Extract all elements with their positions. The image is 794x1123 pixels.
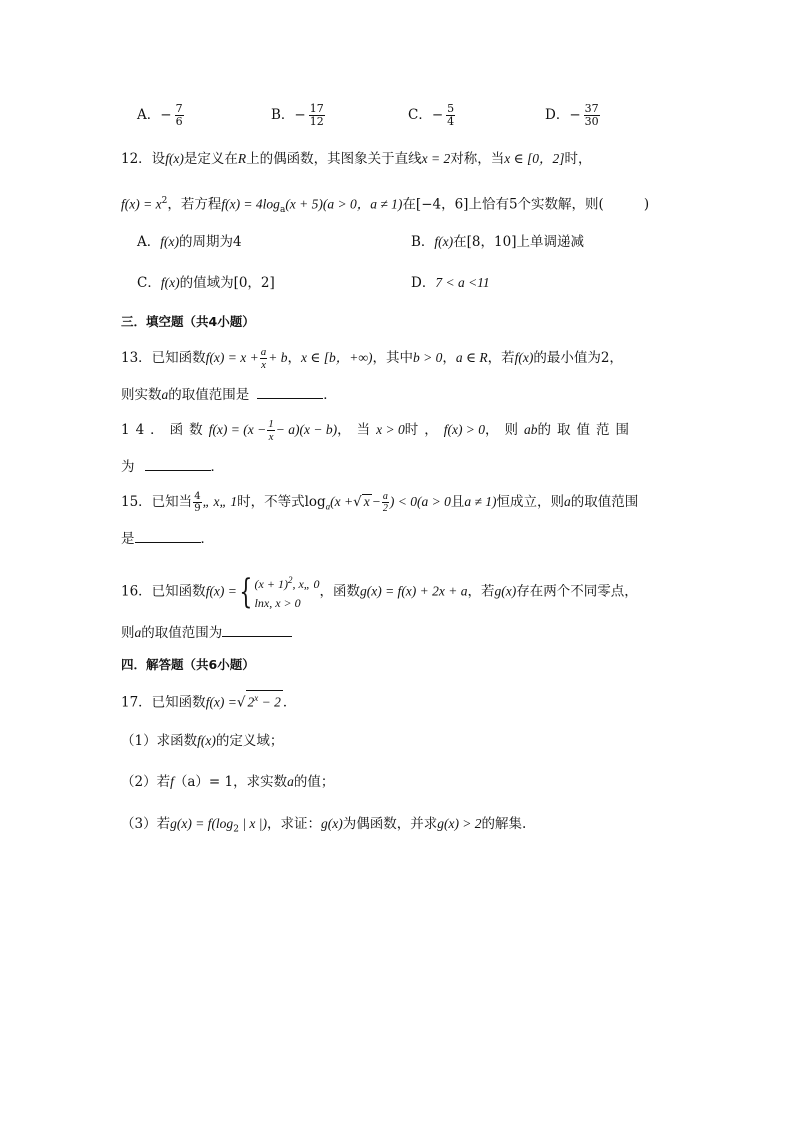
q16-line1: 16．已知函数f(x) ={ $(x + 1)^2$, x„ 0 lnx, x > 0 ，函数g(x) = f(x) + 2x + a，若g(x)存在两个不同零点， bbox=[121, 572, 638, 612]
section-title-fill-in: 三．填空题（共4小题） bbox=[121, 314, 255, 329]
q12-line2: $f(x) = x^2$，若方程$f(x) = 4\log_a(x + 5)(a > 0$，a ≠ 1)在[−4，6]上恰有5个实数解，则( ) bbox=[121, 196, 650, 216]
q17-part2: （2）若f（a）= 1，求实数a的值； bbox=[121, 774, 335, 790]
q14-line1: 14．函数f(x) = (x − $\frac{1}{x}$ − a)(x − b)，当x > 0时，f(x) > 0，则ab的取值范围 bbox=[121, 418, 636, 443]
q17-part3: （3）若$g(x) = f(\log_2$ | x |)，求证：g(x)为偶函数，并求g(x) > 2的解集. bbox=[121, 816, 527, 835]
q12-option-c: C．f(x)的值域为[0，2] bbox=[137, 275, 275, 291]
q11-option-c: C．− $\frac{5}{4}$ bbox=[408, 102, 455, 128]
q12-option-b: B．f(x)在[8，10]上单调递减 bbox=[411, 234, 584, 250]
q14-line2: 为 ． bbox=[121, 456, 224, 477]
q16-line2: 则a的取值范围为 bbox=[121, 622, 292, 643]
q17-stem: 17．已知函数f(x) =√ $2^x - 2$ ． bbox=[121, 690, 296, 713]
q17-part1: （1）求函数f(x)的定义域； bbox=[121, 733, 284, 749]
q15-answer-blank[interactable] bbox=[135, 528, 201, 543]
q14-answer-blank[interactable] bbox=[145, 456, 211, 471]
q12-option-a: A．f(x)的周期为4 bbox=[137, 234, 242, 250]
q11-option-d: D．− $\frac{37}{30}$ bbox=[545, 102, 599, 128]
q15-line1: 15．已知当 $\frac{4}{9}$ „ x„ 1时，不等式$\log_a(x$ +√ x − $\frac{a}{2}$ ) < 0(a > 0且a ≠ 1)恒成立，则a的取值范围 bbox=[121, 491, 639, 514]
section-title-solutions: 四．解答题（共6小题） bbox=[121, 657, 255, 672]
q11-option-b: B．− $\frac{17}{12}$ bbox=[271, 102, 324, 128]
q12-line1: 12．设f(x)是定义在R上的偶函数，其图象关于直线x = 2对称，当x ∈ [0，2]时， bbox=[121, 151, 592, 167]
q15-line2: 是 ． bbox=[121, 528, 214, 549]
q13-line1: 13．已知函数f(x) = x + $\frac{a}{x}$ + b，x ∈ [b，+∞)，其中b > 0，a ∈ R，若f(x)的最小值为2， bbox=[121, 346, 623, 371]
q12-option-d: D．7 < a <11 bbox=[411, 275, 490, 291]
q11-option-a: A．− $\frac{7}{6}$ bbox=[137, 102, 183, 128]
q16-answer-blank[interactable] bbox=[222, 622, 292, 637]
q13-line2: 则实数a的取值范围是 ． bbox=[121, 384, 337, 405]
q13-answer-blank[interactable] bbox=[257, 384, 323, 399]
